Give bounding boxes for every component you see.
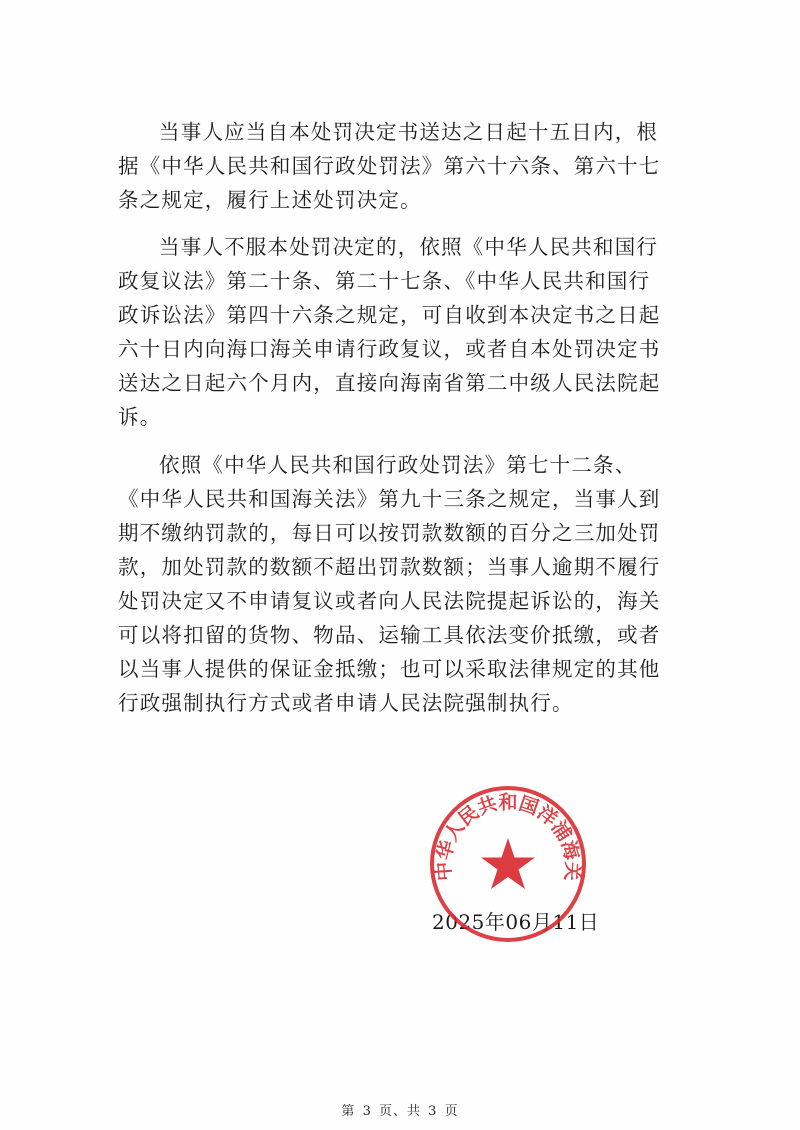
paragraph-line: 《中华人民共和国海关法》第九十三条之规定，当事人到 xyxy=(118,487,661,511)
paragraph-line: 期不缴纳罚款的，每日可以按罚款数额的百分之三加处罚 xyxy=(118,521,661,545)
seal-text: 中华人民共和国洋浦海关 xyxy=(432,791,584,882)
paragraph-payment-deadline xyxy=(118,115,698,217)
paragraph-appeal-rights xyxy=(118,230,698,434)
paragraph-enforcement xyxy=(118,448,698,720)
paragraph-line: 条之规定，履行上述处罚决定。 xyxy=(118,188,422,212)
footer-total-pages: 3 xyxy=(428,1104,438,1119)
paragraph-line: 当事人应当自本处罚决定书送达之日起十五日内，根 xyxy=(159,120,659,144)
page-footer xyxy=(0,1100,800,1119)
footer-page-number: 3 xyxy=(362,1104,372,1119)
seal-star-icon xyxy=(481,838,535,889)
paragraph-line: 政诉讼法》第四十六条之规定，可自收到本决定书之日起 xyxy=(118,303,661,327)
paragraph-line: 政复议法》第二十条、第二十七条、《中华人民共和国行 xyxy=(118,269,651,293)
footer-page-unit: 页、共 xyxy=(378,1104,421,1119)
paragraph-line: 六十日内向海口海关申请行政复议，或者自本处罚决定书 xyxy=(118,337,661,361)
official-seal-stamp xyxy=(428,784,588,944)
paragraph-line: 当事人不服本处罚决定的，依照《中华人民共和国行 xyxy=(159,235,659,259)
paragraph-line: 款，加处罚款的数额不超出罚款数额；当事人逾期不履行 xyxy=(118,555,661,579)
paragraph-line: 处罚决定又不申请复议或者向人民法院提起诉讼的，海关 xyxy=(118,589,661,613)
paragraph-line: 送达之日起六个月内，直接向海南省第二中级人民法院起 xyxy=(118,371,661,395)
paragraph-line: 诉。 xyxy=(118,405,162,429)
signature-date: 2025年06月11日 xyxy=(432,910,600,934)
paragraph-line: 可以将扣留的货物、物品、运输工具依法变价抵缴，或者 xyxy=(118,623,661,647)
paragraph-line: 依照《中华人民共和国行政处罚法》第七十二条、 xyxy=(159,453,637,477)
paragraph-line: 据《中华人民共和国行政处罚法》第六十六条、第六十七 xyxy=(118,154,661,178)
footer-page-label: 第 xyxy=(341,1104,356,1119)
footer-total-unit: 页 xyxy=(444,1104,459,1119)
paragraph-line: 以当事人提供的保证金抵缴；也可以采取法律规定的其他 xyxy=(118,657,661,681)
paragraph-line: 行政强制执行方式或者申请人民法院强制执行。 xyxy=(118,691,574,715)
